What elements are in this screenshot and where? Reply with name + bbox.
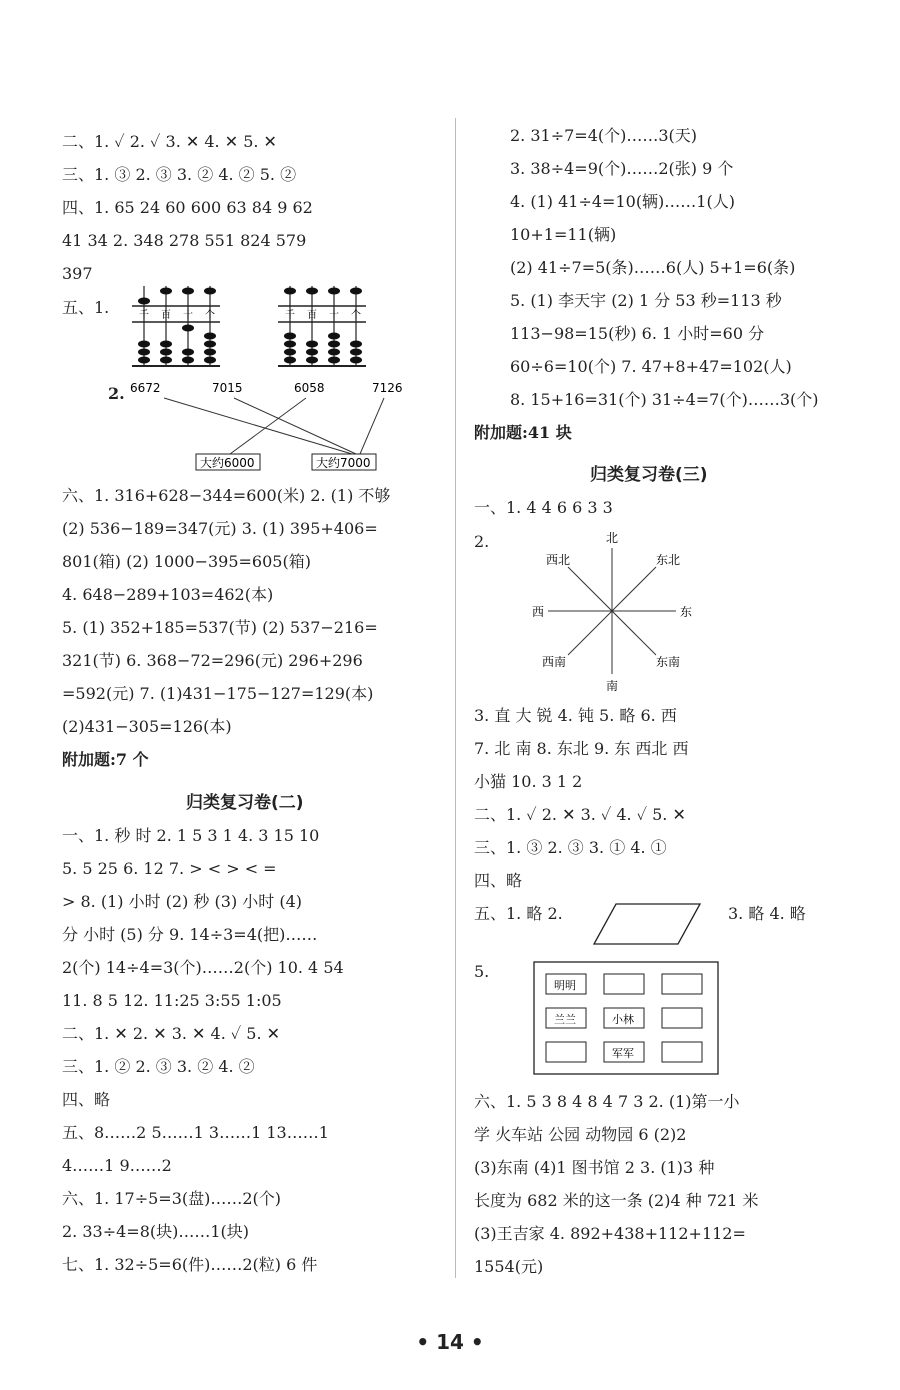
answer-line: 2. 33÷4=8(块)……1(块) [62, 1222, 250, 1241]
seat-label: 兰兰 [554, 1013, 576, 1026]
answer-line: 二、1. ✕ 2. ✕ 3. ✕ 4. ✓ 5. ✕ [62, 1024, 281, 1043]
answer-line: 1554(元) [474, 1257, 544, 1276]
seat-label: 军军 [612, 1047, 634, 1060]
bonus-answer: 附加题:41 块 [474, 423, 572, 442]
answer-line: 六、1. 17÷5=3(盘)……2(个) [62, 1189, 282, 1208]
section-title: 归类复习卷(二) [186, 793, 304, 813]
answer-line: 3. 38÷4=9(个)……2(张) 9 个 [510, 159, 734, 178]
answer-line: 2. 31÷7=4(个)……3(天) [510, 126, 698, 145]
answer-line: 六、1. 316+628−344=600(米) 2. (1) 不够 [62, 486, 391, 505]
column-divider [455, 118, 456, 1278]
abacus-label: 个 [351, 310, 361, 321]
answer-line: 五、1. 略 2. [474, 904, 563, 923]
answer-line: 五、8……2 5……1 3……1 13……1 [62, 1123, 329, 1142]
answer-line: 三、1. ③ 2. ③ 3. ① 4. ① [474, 838, 667, 857]
answer-line: 4. 648−289+103=462(本) [62, 585, 274, 604]
match-number: 7126 [372, 381, 403, 395]
answer-line: 3. 直 大 锐 4. 钝 5. 略 6. 西 [474, 706, 677, 725]
answer-line: 60÷6=10(个) 7. 47+8+47=102(人) [510, 357, 792, 376]
compass-label: 西南 [542, 655, 567, 669]
answer-line: 41 34 2. 348 278 551 824 579 [62, 231, 307, 250]
answer-line: 3. 略 4. 略 [728, 904, 806, 923]
answer-line: 397 [62, 264, 93, 283]
abacus-figure-1 [130, 284, 222, 368]
bonus-answer: 附加题:7 个 [62, 750, 149, 769]
compass-label: 南 [606, 679, 619, 693]
answer-line: 5. [474, 962, 490, 981]
abacus-label: 百 [161, 310, 171, 321]
abacus-label: 千 [285, 310, 295, 321]
answer-line: 四、1. 65 24 60 600 63 84 9 62 [62, 198, 313, 217]
abacus-label: 个 [205, 310, 215, 321]
answer-line: 7. 北 南 8. 东北 9. 东 西北 西 [474, 739, 689, 758]
match-number: 6058 [294, 381, 325, 395]
answer-line: 2. [474, 532, 490, 551]
abacus-label: 十 [329, 310, 339, 321]
compass-figure [530, 528, 760, 694]
match-number: 7015 [212, 381, 243, 395]
answer-line: 801(箱) (2) 1000−395=605(箱) [62, 552, 311, 571]
answer-line: 学 火车站 公园 动物园 6 (2)2 [474, 1125, 687, 1144]
abacus-label: 千 [139, 310, 149, 321]
answer-line: (2) 41÷7=5(条)……6(人) 5+1=6(条) [510, 258, 796, 277]
section-title: 归类复习卷(三) [590, 465, 708, 485]
answer-line: 分 小时 (5) 分 9. 14÷3=4(把)…… [62, 925, 318, 944]
seat-label: 明明 [554, 979, 576, 992]
answer-line: 11. 8 5 12. 11:25 3:55 1:05 [62, 991, 282, 1010]
answer-line: 七、1. 32÷5=6(件)……2(粒) 6 件 [62, 1255, 318, 1274]
answer-line: 小猫 10. 3 1 2 [474, 772, 583, 791]
answer-line: 四、略 [62, 1090, 111, 1109]
answer-line: 5. 5 25 6. 12 7. > < > < = [62, 859, 277, 878]
answer-line: 8. 15+16=31(个) 31÷4=7(个)……3(个) [510, 390, 819, 409]
answer-line: 113−98=15(秒) 6. 1 小时=60 分 [510, 324, 765, 343]
answer-line: 一、1. 秒 时 2. 1 5 3 1 4. 3 15 10 [62, 826, 320, 845]
seat-label: 小林 [612, 1013, 634, 1026]
answer-line: 4. (1) 41÷4=10(辆)……1(人) [510, 192, 735, 211]
answer-line: 三、1. ③ 2. ③ 3. ② 4. ② 5. ② [62, 165, 297, 184]
answer-line: 二、1. ✓ 2. ✓ 3. ✕ 4. ✕ 5. ✕ [62, 132, 277, 151]
answer-line: 321(节) 6. 368−72=296(元) 296+296 [62, 651, 363, 670]
answer-line: 4……1 9……2 [62, 1156, 172, 1175]
answer-line: (2) 536−189=347(元) 3. (1) 395+406= [62, 519, 378, 538]
matching-figure [128, 380, 418, 472]
match-box-label: 大约7000 [316, 456, 371, 470]
answer-line: (3)东南 (4)1 图书馆 2 3. (1)3 种 [474, 1158, 715, 1177]
answer-line: 六、1. 5 3 8 4 8 4 7 3 2. (1)第一小 [474, 1092, 740, 1111]
answer-line: 四、略 [474, 871, 523, 890]
answer-line: 五、1. [62, 298, 110, 317]
answer-line: 5. (1) 李天宇 (2) 1 分 53 秒=113 秒 [510, 291, 782, 310]
answer-line: 二、1. ✓ 2. ✕ 3. ✓ 4. ✓ 5. ✕ [474, 805, 686, 824]
page-number: • 14 • [416, 1330, 484, 1354]
match-number: 6672 [130, 381, 161, 395]
answer-line: =592(元) 7. (1)431−175−127=129(本) [62, 684, 374, 703]
answer-line: 5. (1) 352+185=537(节) (2) 537−216= [62, 618, 378, 637]
answer-line: (3)王吉家 4. 892+438+112+112= [474, 1224, 746, 1243]
seat-grid-figure [532, 960, 722, 1078]
compass-label: 西北 [546, 553, 571, 567]
abacus-label: 百 [307, 310, 317, 321]
answer-line: 长度为 682 米的这一条 (2)4 种 721 米 [474, 1191, 759, 1210]
parallelogram-figure [592, 900, 702, 948]
answer-line: 2(个) 14÷4=3(个)……2(个) 10. 4 54 [62, 958, 344, 977]
compass-label: 西 [532, 605, 545, 619]
compass-label: 北 [606, 531, 619, 545]
compass-label: 东南 [656, 655, 681, 669]
compass-label: 东北 [656, 553, 681, 567]
answer-line: 三、1. ② 2. ③ 3. ② 4. ② [62, 1057, 255, 1076]
compass-label: 东 [680, 605, 693, 619]
match-box-label: 大约6000 [200, 456, 255, 470]
answer-line: > 8. (1) 小时 (2) 秒 (3) 小时 (4) [62, 892, 303, 911]
abacus-figure-2 [276, 284, 368, 368]
answer-line: 10+1=11(辆) [510, 225, 617, 244]
abacus-label: 十 [183, 310, 193, 321]
answer-line: (2)431−305=126(本) [62, 717, 232, 736]
match-label: 2. [108, 384, 125, 403]
answer-line: 一、1. 4 4 6 6 3 3 [474, 498, 613, 517]
